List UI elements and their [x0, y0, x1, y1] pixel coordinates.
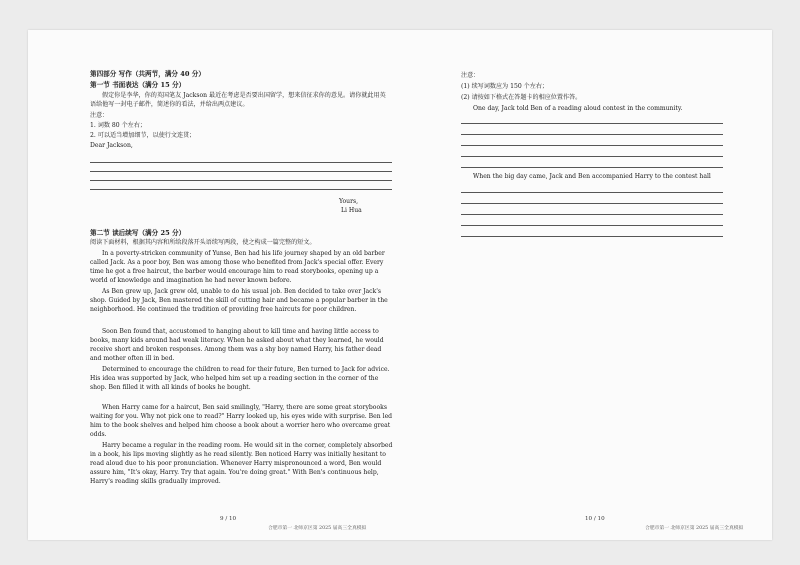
- note-1: 1. 词数 80 个左右；: [90, 122, 146, 129]
- opening-sentence-2: When the big day came, Jack and Ben accompanied Harry to the contest hall: [473, 173, 711, 180]
- section1-prompt: 假定你是李华，你的英国笔友 Jackson 最近在考虑是否要出国留学，想来信征求你的意见。请你就此用英语给他写一封电子邮件，简述你的看法，并给出两点建议。: [90, 92, 386, 108]
- note-2: 2. 可以适当增加细节，以使行文连贯；: [90, 132, 196, 139]
- writing-line: [461, 145, 723, 146]
- section2-prompt: 阅读下面材料，根据其内容和所给段落开头语续写两段，使之构成一篇完整的短文。: [90, 239, 316, 246]
- writing-line: [90, 180, 392, 181]
- writing-line: [461, 156, 723, 157]
- section2-heading: 第二节 读后续写（满分 25 分）: [90, 229, 186, 237]
- story-paragraph: When Harry came for a haircut, Ben said smilingly, "Harry, there are some great storybooks waiting for you. Why not pick one to read?" Harry looked up, his eyes wide with surprise. Ben led him to the book shelves and helped him choose a book about a worrier hero who overcame great odds.: [90, 404, 393, 438]
- letter-signature: Li Hua: [341, 207, 362, 214]
- writing-line: [461, 123, 723, 124]
- watermark: 合肥市第一 北师京区第 2025 届高三全真模拟: [268, 526, 367, 531]
- note-1: (1) 续写词数应为 150 个左右；: [461, 83, 549, 90]
- watermark: 合肥市第一 北师京区第 2025 届高三全真模拟: [645, 526, 744, 531]
- writing-line: [461, 192, 723, 193]
- note-2: (2) 请按如下格式在答题卡的相应位置作答。: [461, 94, 582, 101]
- writing-line: [90, 171, 392, 172]
- story-paragraph: Soon Ben found that, accustomed to hanging about to kill time and having little access to books, many kids around had weak literacy. When he asked about what they learned, he would receive short and broken responses. Among them was a shy boy named Harry, his father dead and mother often ill in bed.: [90, 328, 384, 362]
- writing-line: [461, 203, 723, 204]
- writing-line: [90, 162, 392, 163]
- page-9: [28, 30, 408, 540]
- writing-line: [90, 189, 392, 190]
- page-number: 10 / 10: [585, 516, 605, 522]
- writing-line: [461, 236, 723, 237]
- story-paragraph: As Ben grew up, Jack grew old, unable to do his usual job. Ben decided to take over Jack's shop. Guided by Jack, Ben mastered the skill of cutting hair and became a popular barber in the neighborhood. He continued the tradition of providing free haircuts for poor children.: [90, 288, 388, 313]
- writing-line: [461, 134, 723, 135]
- part-heading: 第四部分 写作（共两节，满分 40 分）: [90, 70, 205, 78]
- letter-greeting: Dear Jackson,: [90, 142, 133, 149]
- page-10: [423, 30, 772, 540]
- story-paragraph: Determined to encourage the children to read for their future, Ben turned to Jack for advice. His idea was supported by Jack, who helped him set up a reading section in the corner of the shop. Ben filled it with all kinds of books he bought.: [90, 366, 390, 391]
- letter-closing: Yours,: [339, 198, 359, 205]
- story-paragraph: Harry became a regular in the reading room. He would sit in the corner, completely absorbed in a book, his lips moving slightly as he read silently. Ben noticed Harry was initially hesitant to read aloud due to his poor pronunciation. Whenever Harry mispronounced a word, Ben would assure him, "It's okay, Harry. Try that again. You're doing great." With Ben's continuous help, Harry's reading skills gradually improved.: [90, 442, 393, 485]
- story-paragraph: In a poverty-stricken community of Yunse, Ben had his life journey shaped by an old barber called Jack. As a poor boy, Ben was among those who benefited from Jack's special offer. Every time he got a free haircut, the barber would encourage him to read storybooks, opening up a world of knowledge and imagination he had never known before.: [90, 250, 385, 284]
- writing-line: [461, 225, 723, 226]
- notes-label: 注意：: [90, 112, 109, 119]
- opening-sentence-1: One day, Jack told Ben of a reading aloud contest in the community.: [473, 105, 683, 112]
- section1-heading: 第一节 书面表达（满分 15 分）: [90, 81, 186, 89]
- writing-line: [461, 167, 723, 168]
- exam-sheet: [28, 30, 772, 540]
- page-number: 9 / 10: [220, 516, 237, 522]
- writing-line: [461, 214, 723, 215]
- notes-label: 注意：: [461, 72, 480, 79]
